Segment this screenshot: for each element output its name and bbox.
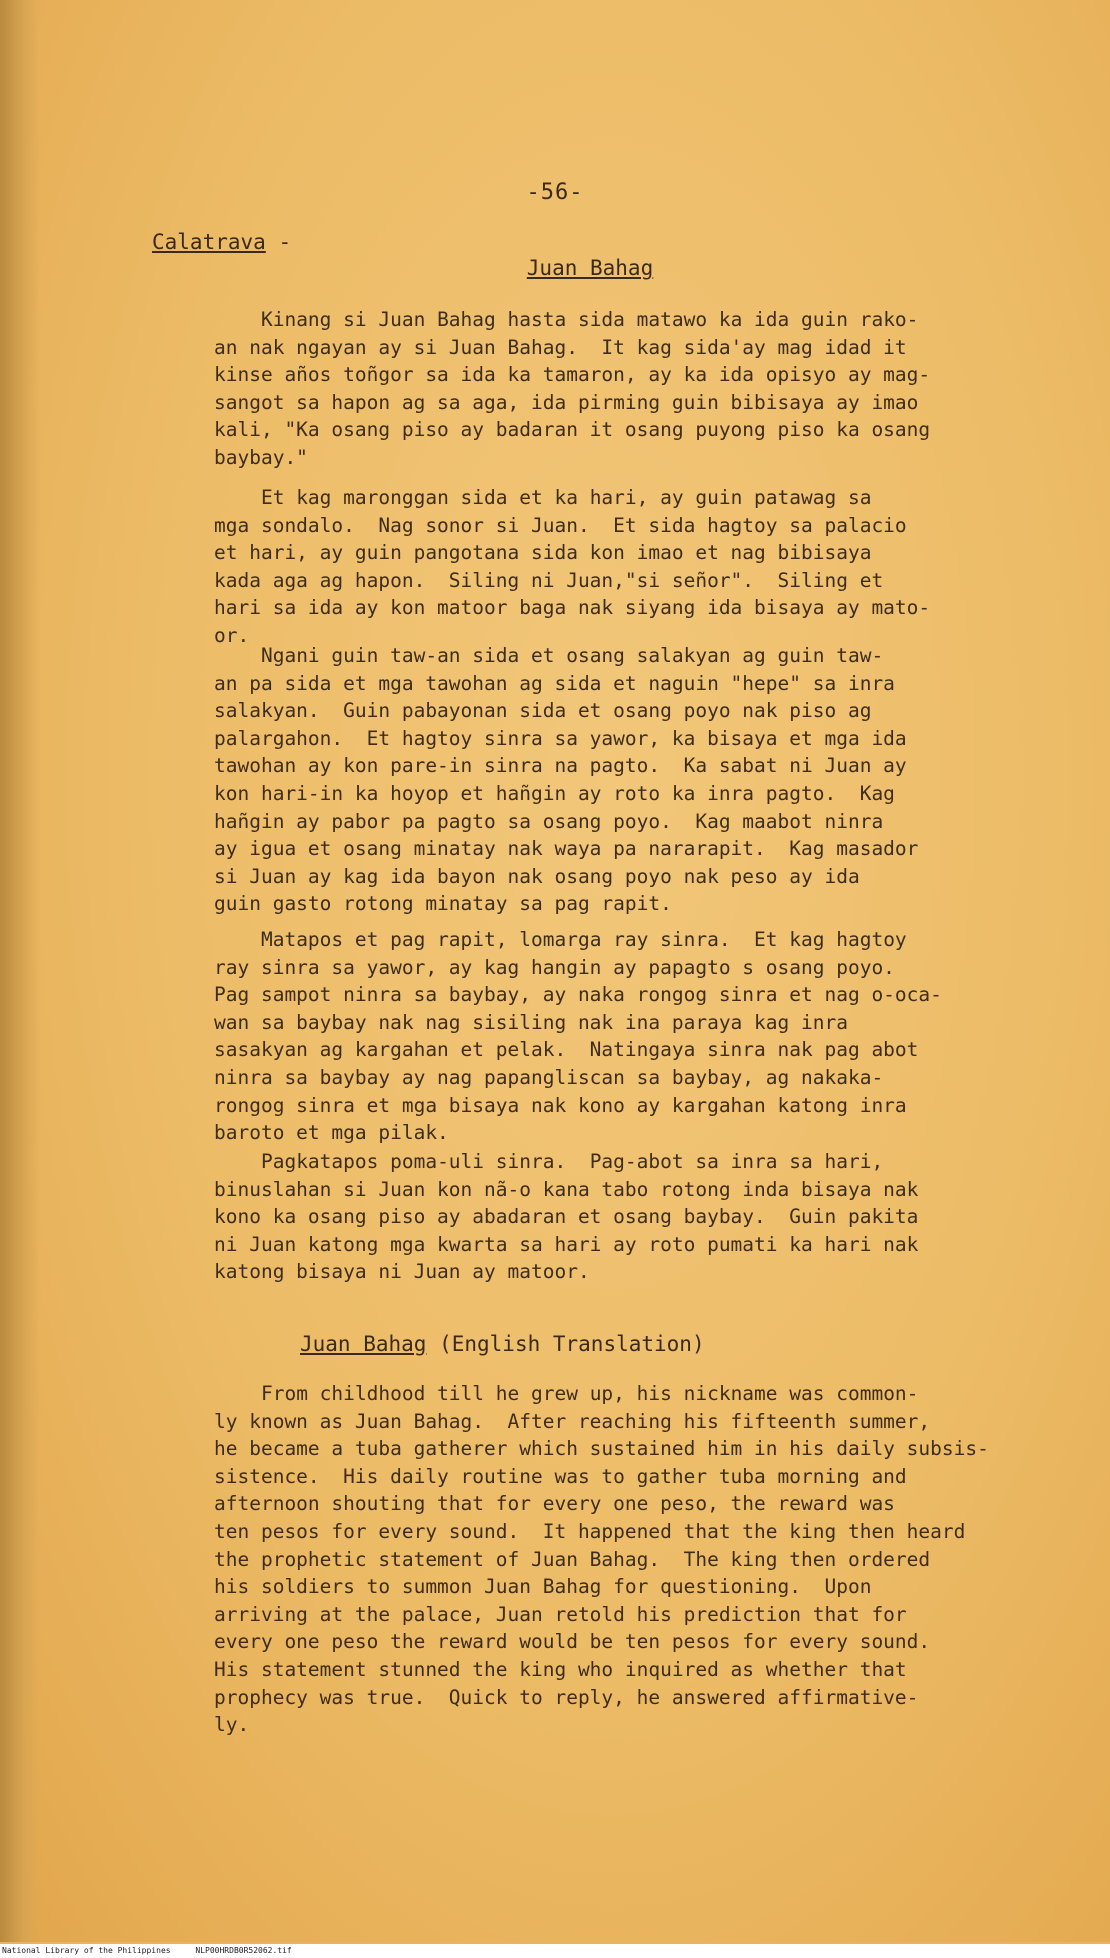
footer-library: National Library of the Philippines xyxy=(2,1946,171,1955)
page-number: -56- xyxy=(526,180,584,205)
story-paragraph-4: Matapos et pag rapit, lomarga ray sinra. Et kag hagtoy ray sinra sa yawor, ay kag hangin ay papagto s osang poyo. Pag sampot ninra sa baybay, ay naka rongog sinra et nag o-oca- wan sa baybay nak nag sisiling nak ina paraya kag inra sasakyan ag kargahan et pelak. Natingaya sinra nak pag abot ninra sa baybay ay nag papangliscan sa baybay, ag nakaka- rongog sinra et mga bisaya nak kono ay kargahan katong inra baroto et mga pilak. xyxy=(214,928,942,1145)
story-paragraph-2: Et kag maronggan sida et ka hari, ay guin patawag sa mga sondalo. Nag sonor si Juan. Et sida hagtoy sa palacio et hari, ay guin pangotana sida kon imao et nag bibisaya kada aga ag hapon. Siling ni Juan,"si señor". Siling et hari sa ida ay kon matoor baga nak siyang ida bisaya ay mato- or. xyxy=(214,486,931,647)
section-place-name: Calatrava xyxy=(152,230,266,254)
story-title-text: Juan Bahag xyxy=(526,256,654,280)
story-title xyxy=(0,256,1110,280)
story-paragraph-1: Kinang si Juan Bahag hasta sida matawo ka ida guin rako- an nak ngayan ay si Juan Bahag. It kag sida'ay mag idad it kinse años toñgor sa ida ka tamaron, ay ka ida opisyo ay mag- sangot sa hapon ag sa aga, ida pirming guin bibisaya ay imao kali, "Ka osang piso ay badaran it osang puyong piso ka osang baybay." xyxy=(214,308,931,469)
section-heading xyxy=(152,230,291,254)
translation-title-text: Juan Bahag xyxy=(300,1332,427,1356)
footer-file: NLP00HRDB0R52062.tif xyxy=(195,1946,292,1955)
story-paragraph-5: Pagkatapos poma-uli sinra. Pag-abot sa inra sa hari, binuslahan si Juan kon nã-o kana tabo rotong inda bisaya nak kono ka osang piso ay abadaran et osang baybay. Guin pakita ni Juan katong mga kwarta sa hari ay roto pumati ka hari nak katong bisaya ni Juan ay matoor. xyxy=(214,1150,919,1284)
translation-subtitle: (English Translation) xyxy=(426,1332,705,1356)
story-paragraph-3: Ngani guin taw-an sida et osang salakyan ag guin taw- an pa sida et mga tawohan ag sida et naguin "hepe" sa inra salakyan. Guin pabayonan sida et osang poyo nak piso ag palargahon. Et hagtoy sinra sa yawor, ka bisaya et mga ida tawohan ay kon pare-in sinra na pagto. Ka sabat ni Juan ay kon hari-in ka hoyop et hañgin ay roto ka inra pagto. Kag hañgin ay pabor pa pagto sa osang poyo. Kag maabot ninra ay igua et osang minatay nak waya pa nararapit. Kag masador si Juan ay kag ida bayon nak osang poyo nak peso ay ida guin gasto rotong minatay sa pag rapit. xyxy=(214,644,919,916)
section-dash: - xyxy=(265,230,292,254)
binding-shadow xyxy=(0,0,40,1942)
translation-paragraph: From childhood till he grew up, his nickname was common- ly known as Juan Bahag. After reaching his fifteenth summer, he became a tuba gatherer which sustained him in his daily subsis- sistence. His daily routine was to gather tuba morning and afternoon shouting that for every one peso, the reward was ten pesos for every sound. It happened that the king then heard the prophetic statement of Juan Bahag. The king then ordered his soldiers to summon Juan Bahag for questioning. Upon arriving at the palace, Juan retold his prediction that for every one peso the reward would be ten pesos for every sound. His statement stunned the king who inquired as whether that prophecy was true. Quick to reply, he answered affirmative- ly. xyxy=(214,1382,989,1737)
scan-footer xyxy=(0,1944,1110,1958)
translation-title xyxy=(0,1332,1110,1356)
